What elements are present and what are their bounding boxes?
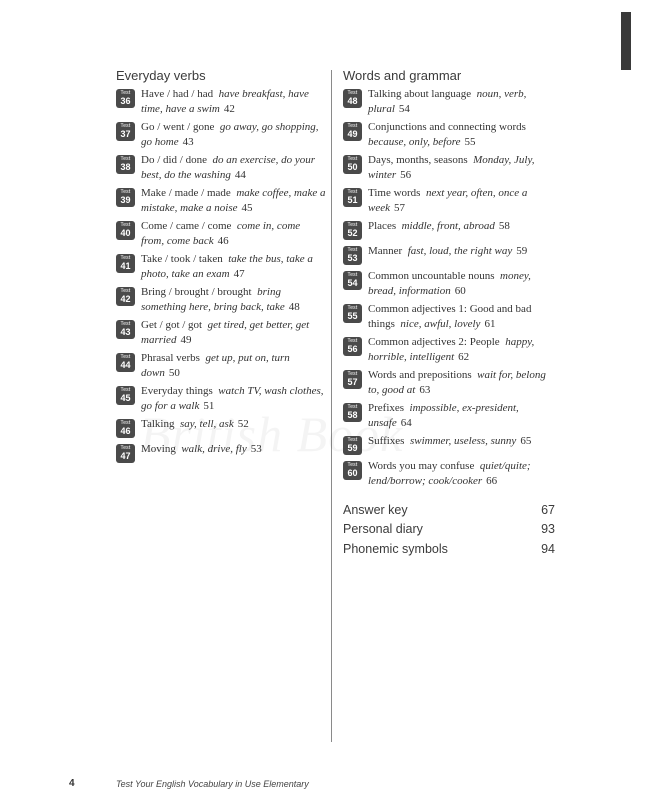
entry-examples: have breakfast, have time, have a swim (141, 88, 309, 115)
entry-examples: get tired, get better, get married (141, 319, 310, 346)
entry-examples: make coffee, make a mistake, make a noise (141, 187, 326, 214)
test-badge (116, 444, 135, 463)
test-number: 43 (120, 327, 131, 337)
extra-section-page: 67 (541, 502, 555, 517)
entry-examples: bring something here, bring back, take (141, 286, 285, 313)
toc-entry (116, 285, 326, 314)
test-badge (343, 461, 362, 480)
entry-page-number: 44 (234, 168, 246, 181)
entry-page-number: 60 (454, 284, 466, 297)
test-badge (116, 155, 135, 174)
entry-topic: Suffixes (368, 435, 405, 447)
extra-section-page: 93 (541, 522, 555, 537)
toc-entry (343, 269, 555, 298)
entry-text (141, 384, 326, 413)
entry-text (368, 120, 555, 149)
entry-text (368, 335, 555, 364)
page-footer (0, 778, 651, 794)
test-number: 50 (347, 162, 358, 172)
toc-entry (343, 335, 555, 364)
test-number: 47 (120, 451, 131, 461)
toc-entry (343, 302, 555, 331)
toc-entry (116, 219, 326, 248)
entry-topic: Do / did / done (141, 154, 207, 166)
test-badge (116, 89, 135, 108)
entry-topic: Make / made / made (141, 187, 231, 199)
test-badge-label: Test (347, 371, 358, 377)
test-number: 51 (347, 195, 358, 205)
test-number: 48 (347, 96, 358, 106)
entry-text (141, 285, 326, 314)
test-number: 40 (120, 228, 131, 238)
test-number: 45 (120, 393, 131, 403)
entry-page-number: 43 (182, 135, 194, 148)
entry-text (141, 318, 326, 347)
test-badge-label: Test (347, 462, 358, 468)
right-entry-list (343, 87, 555, 488)
test-badge (116, 188, 135, 207)
right-column (343, 68, 555, 559)
toc-entry (343, 401, 555, 430)
entry-topic: Words and prepositions (368, 369, 472, 381)
test-badge-label: Test (347, 189, 358, 195)
entry-text (141, 417, 249, 432)
test-badge (116, 386, 135, 405)
test-badge-label: Test (120, 222, 131, 228)
test-badge-label: Test (120, 387, 131, 393)
entry-page-number: 64 (400, 416, 412, 429)
entry-examples: happy, horrible, intelligent (368, 336, 535, 363)
left-entry-list (116, 87, 326, 463)
toc-entry (116, 417, 326, 438)
entry-text (141, 120, 326, 149)
entry-page-number: 65 (520, 435, 532, 447)
test-badge-label: Test (347, 404, 358, 410)
entry-examples: fast, loud, the right way (407, 245, 513, 257)
test-badge-label: Test (347, 90, 358, 96)
entry-examples: middle, front, abroad (401, 220, 495, 232)
extras-list (343, 500, 555, 559)
test-badge (116, 122, 135, 141)
entry-topic: Days, months, seasons (368, 154, 468, 166)
entry-examples: watch TV, wash clothes, go for a walk (141, 385, 324, 412)
toc-entry (116, 153, 326, 182)
test-number: 52 (347, 228, 358, 238)
entry-text (141, 252, 326, 281)
toc-entry (116, 120, 326, 149)
entry-examples: walk, drive, fly (181, 443, 247, 455)
test-badge-label: Test (120, 156, 131, 162)
entry-topic: Talking about language (368, 88, 472, 100)
entry-topic: Prefixes (368, 402, 405, 414)
test-badge-label: Test (347, 338, 358, 344)
toc-entry (116, 87, 326, 116)
test-number: 57 (347, 377, 358, 387)
test-number: 46 (120, 426, 131, 436)
entry-topic: Get / got / got (141, 319, 203, 331)
entry-page-number: 52 (237, 418, 249, 430)
entry-examples: go away, go shopping, go home (141, 121, 319, 148)
test-number: 49 (347, 129, 358, 139)
entry-examples: wait for, belong to, good at (368, 369, 546, 396)
entry-topic: Words you may confuse (368, 460, 475, 472)
book-title: Test Your English Vocabulary in Use Elementary (116, 779, 309, 789)
test-badge-label: Test (347, 123, 358, 129)
entry-text (141, 153, 326, 182)
entry-examples: Monday, July, winter (368, 154, 535, 181)
test-number: 36 (120, 96, 131, 106)
entry-topic: Take / took / taken (141, 253, 223, 265)
test-badge-label: Test (347, 305, 358, 311)
entry-page-number: 51 (203, 399, 215, 412)
test-badge-label: Test (120, 189, 131, 195)
test-badge (343, 403, 362, 422)
entry-examples: take the bus, take a photo, take an exam (141, 253, 313, 280)
toc-entry (343, 120, 555, 149)
toc-entry (343, 219, 555, 240)
entry-examples: because, only, before (368, 135, 461, 148)
entry-page-number: 59 (516, 245, 528, 257)
toc-entry (343, 459, 555, 488)
test-number: 55 (347, 311, 358, 321)
entry-page-number: 63 (419, 383, 431, 396)
test-badge-label: Test (347, 437, 358, 443)
test-badge-label: Test (120, 445, 131, 451)
test-number: 56 (347, 344, 358, 354)
toc-entry (116, 384, 326, 413)
test-badge (343, 271, 362, 290)
entry-topic: Places (368, 220, 397, 232)
test-badge (343, 436, 362, 455)
entry-topic: Talking (141, 418, 175, 430)
entry-page-number: 45 (241, 201, 253, 214)
entry-page-number: 48 (288, 300, 300, 313)
test-number: 41 (120, 261, 131, 271)
test-badge (343, 188, 362, 207)
entry-text (368, 269, 555, 298)
toc-entry (116, 186, 326, 215)
entry-topic: Manner (368, 245, 403, 257)
entry-examples: come in, come from, come back (141, 220, 301, 247)
entry-page-number: 46 (217, 234, 229, 247)
entry-page-number: 62 (458, 350, 470, 363)
toc-entry (116, 351, 326, 380)
entry-topic: Everyday things (141, 385, 213, 397)
entry-examples: quiet/quite; lend/borrow; cook/cooker (368, 460, 531, 487)
entry-text (368, 153, 555, 182)
test-badge (343, 337, 362, 356)
test-badge (343, 370, 362, 389)
entry-page-number: 49 (180, 333, 192, 346)
entry-topic: Common uncountable nouns (368, 270, 495, 282)
test-badge (343, 155, 362, 174)
toc-entry (343, 186, 555, 215)
test-number: 44 (120, 360, 131, 370)
test-number: 42 (120, 294, 131, 304)
entry-topic: Have / had / had (141, 88, 214, 100)
entry-topic: Phrasal verbs (141, 352, 200, 364)
test-number: 59 (347, 443, 358, 453)
test-badge-label: Test (120, 90, 131, 96)
chapter-edge-tab (621, 12, 631, 70)
test-badge-label: Test (120, 420, 131, 426)
entry-examples: nice, awful, lovely (400, 317, 481, 330)
entry-text (368, 401, 555, 430)
entry-text (368, 87, 555, 116)
test-badge (343, 246, 362, 265)
test-badge-label: Test (120, 255, 131, 261)
test-badge (343, 304, 362, 323)
toc-entry (343, 153, 555, 182)
test-badge (343, 122, 362, 141)
extra-section-row (343, 539, 555, 559)
test-number: 60 (347, 468, 358, 478)
entry-examples: next year, often, once a week (368, 187, 528, 214)
extra-section-page: 94 (541, 541, 555, 556)
entry-topic: Time words (368, 187, 421, 199)
entry-page-number: 54 (398, 102, 410, 115)
entry-text (141, 219, 326, 248)
entry-page-number: 56 (400, 168, 412, 181)
entry-examples: impossible, ex-president, unsafe (368, 402, 519, 429)
entry-text (368, 219, 510, 234)
test-number: 54 (347, 278, 358, 288)
entry-examples: noun, verb, plural (368, 88, 527, 115)
test-badge-label: Test (120, 321, 131, 327)
test-badge-label: Test (347, 156, 358, 162)
entry-text (368, 186, 555, 215)
entry-text (368, 459, 555, 488)
entry-page-number: 61 (484, 317, 496, 330)
toc-entry (116, 318, 326, 347)
entry-page-number: 58 (498, 220, 510, 232)
test-badge (116, 353, 135, 372)
test-badge (116, 419, 135, 438)
extra-section-row (343, 520, 555, 540)
extra-section-row (343, 500, 555, 520)
entry-text (368, 368, 555, 397)
entry-topic: Conjunctions and connecting words (368, 121, 526, 133)
entry-page-number: 53 (250, 443, 262, 455)
toc-entry (343, 434, 555, 455)
left-column (116, 68, 326, 467)
test-badge-label: Test (347, 222, 358, 228)
column-divider (331, 70, 332, 742)
test-number: 38 (120, 162, 131, 172)
toc-entry (343, 87, 555, 116)
test-number: 39 (120, 195, 131, 205)
entry-topic: Come / came / come (141, 220, 232, 232)
entry-text (368, 434, 531, 449)
entry-topic: Bring / brought / brought (141, 286, 252, 298)
toc-entry (116, 252, 326, 281)
extra-section-label: Answer key (343, 502, 408, 517)
toc-entry (343, 244, 555, 265)
entry-text (368, 244, 527, 259)
toc-entry (343, 368, 555, 397)
entry-examples: do an exercise, do your best, do the washing (141, 154, 316, 181)
entry-text (141, 351, 326, 380)
test-badge-label: Test (347, 272, 358, 278)
toc-entry (116, 442, 326, 463)
test-badge (343, 89, 362, 108)
entry-page-number: 66 (486, 474, 498, 487)
entry-page-number: 55 (464, 135, 476, 148)
test-number: 58 (347, 410, 358, 420)
test-badge (116, 287, 135, 306)
entry-page-number: 50 (168, 366, 180, 379)
entry-topic: Common adjectives 1: Good and bad things (368, 303, 532, 330)
entry-examples: swimmer, useless, sunny (409, 435, 517, 447)
entry-text (141, 442, 262, 457)
test-badge-label: Test (120, 288, 131, 294)
entry-page-number: 47 (233, 267, 245, 280)
entry-topic: Moving (141, 443, 176, 455)
entry-text (141, 186, 326, 215)
entry-topic: Go / went / gone (141, 121, 215, 133)
entry-page-number: 42 (223, 102, 235, 115)
section-heading-words-and-grammar: Words and grammar (343, 68, 462, 83)
extra-section-label: Phonemic symbols (343, 541, 448, 556)
page-number: 4 (69, 778, 75, 789)
entry-examples: money, bread, information (368, 270, 531, 297)
test-badge (116, 254, 135, 273)
test-badge-label: Test (120, 123, 131, 129)
entry-examples: get up, put on, turn down (141, 352, 290, 379)
section-heading-everyday-verbs: Everyday verbs (116, 68, 206, 83)
entry-topic: Common adjectives 2: People (368, 336, 500, 348)
test-number: 53 (347, 253, 358, 263)
test-badge (116, 221, 135, 240)
entry-text (368, 302, 555, 331)
test-badge-label: Test (347, 247, 358, 253)
test-badge (116, 320, 135, 339)
extra-section-label: Personal diary (343, 522, 423, 537)
test-number: 37 (120, 129, 131, 139)
entry-examples: say, tell, ask (179, 418, 234, 430)
test-badge (343, 221, 362, 240)
test-badge-label: Test (120, 354, 131, 360)
entry-page-number: 57 (393, 201, 405, 214)
entry-text (141, 87, 326, 116)
